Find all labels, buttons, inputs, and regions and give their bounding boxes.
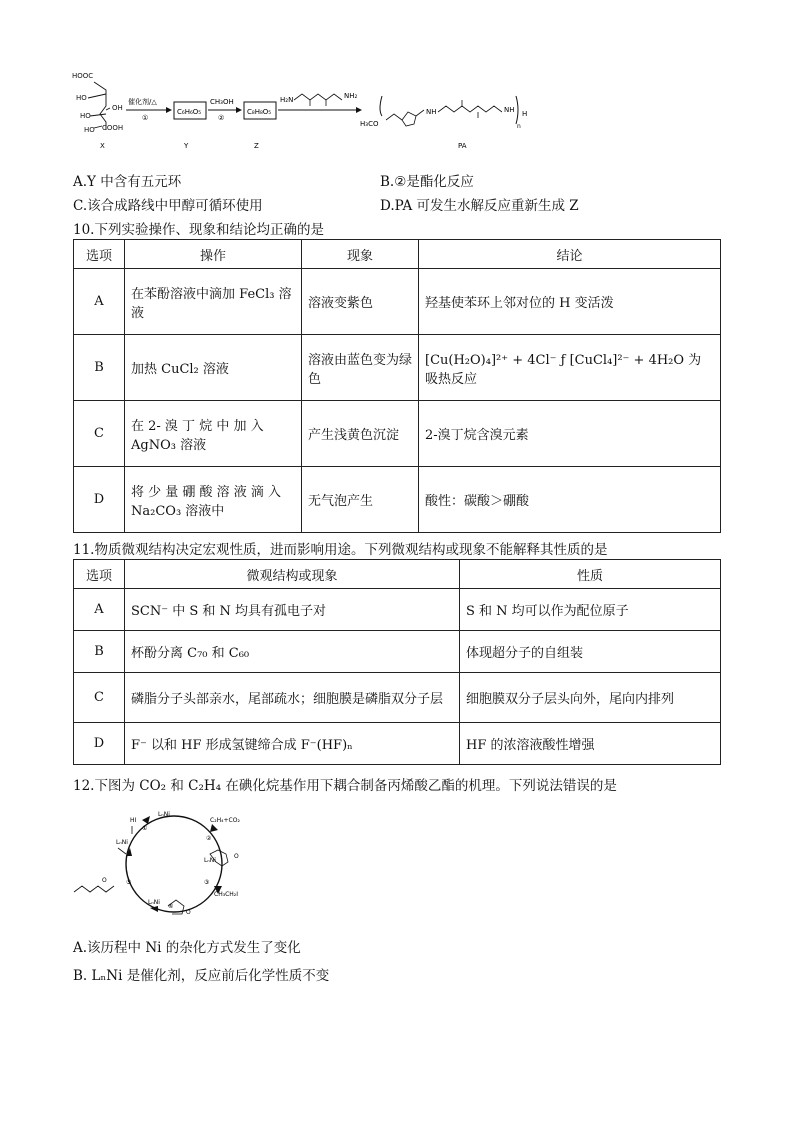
q11-table	[73, 559, 721, 765]
cycle-o3: O	[102, 877, 107, 884]
cycle-o1: O	[234, 853, 239, 860]
q10-header-phenomenon: 现象	[302, 240, 419, 269]
cycle-hi: HI	[130, 817, 137, 824]
q11-row-d-micro: F⁻ 以和 HF 形成氢键缔合成 F⁻(HF)ₙ	[125, 723, 460, 765]
q10-row-d-con: 酸性：碳酸＞硼酸	[419, 467, 721, 533]
cycle-ln-left: LₙNi	[116, 839, 128, 846]
q11-row-a-micro: SCN⁻ 中 S 和 N 均具有孤电子对	[125, 589, 460, 631]
q10-row-a-opt: A	[74, 269, 125, 335]
q10-row-c-con: 2-溴丁烷含溴元素	[419, 401, 721, 467]
q10-row-c-opt: C	[74, 401, 125, 467]
q10-row-d-opt: D	[74, 467, 125, 533]
q12-stem: 12.下图为 CO₂ 和 C₂H₄ 在碘化烷基作用下耦合制备丙烯酸乙酯的机理。下列说法错误的是	[73, 778, 617, 794]
label-y: Y	[184, 142, 189, 150]
q11-header-micro: 微观结构或现象	[125, 560, 460, 589]
arrow1-label: 催化剂/△	[128, 98, 157, 106]
q10-table	[73, 239, 721, 533]
table-row	[74, 467, 721, 533]
q10-row-b-con: [Cu(H₂O)₄]²⁺ + 4Cl⁻ ƒ [CuCl₄]²⁻ + 4H₂O 为吸热反应	[419, 335, 721, 401]
q10-row-b-op: 加热 CuCl₂ 溶液	[125, 335, 302, 401]
q11-row-a-prop: S 和 N 均可以作为配位原子	[460, 589, 721, 631]
q12-option-a: A.该历程中 Ni 的杂化方式发生了变化	[73, 940, 301, 956]
scheme-ho3: HO	[84, 126, 95, 134]
q10-row-c-ph: 产生浅黄色沉淀	[302, 401, 419, 467]
q9-option-b: B.②是酯化反应	[380, 174, 474, 190]
q11-header-property: 性质	[460, 560, 721, 589]
q11-row-d-opt: D	[74, 723, 125, 765]
q11-row-b-prop: 体现超分子的自组装	[460, 631, 721, 673]
q10-header-conclusion: 结论	[419, 240, 721, 269]
table-row	[74, 401, 721, 467]
cycle-o2: O	[186, 909, 191, 916]
box-y: C₆H₆O₅	[177, 108, 202, 116]
cycle-step2: ②	[206, 835, 212, 842]
table-row	[74, 723, 721, 765]
q11-row-c-micro: 磷脂分子头部亲水，尾部疏水；细胞膜是磷脂双分子层	[125, 673, 460, 723]
cycle-ch3ch2i: CH₃CH₂I	[214, 891, 238, 898]
pa-h3co: H₃CO	[360, 120, 379, 128]
scheme-ho2: HO	[80, 112, 91, 120]
table-row	[74, 673, 721, 723]
q9-option-a: A.Y 中含有五元环	[73, 174, 182, 190]
q9-option-c: C.该合成路线中甲醇可循环使用	[73, 198, 263, 214]
cycle-lnni-top: LₙNi	[158, 811, 170, 818]
scheme-ho1: HO	[76, 94, 87, 102]
q10-stem: 10.下列实验操作、现象和结论均正确的是	[73, 222, 324, 238]
table-row	[74, 631, 721, 673]
q10-header-option: 选项	[74, 240, 125, 269]
cycle-c2h4-co2: C₂H₄+CO₂	[210, 817, 240, 824]
q11-row-b-micro: 杯酚分离 C₇₀ 和 C₆₀	[125, 631, 460, 673]
synthesis-scheme	[70, 66, 540, 156]
q9-option-d: D.PA 可发生水解反应重新生成 Z	[380, 198, 579, 214]
q10-header-operation: 操作	[125, 240, 302, 269]
cycle-step3: ③	[204, 879, 210, 886]
arrow2-num: ②	[218, 114, 225, 122]
q11-row-c-prop: 细胞膜双分子层头向外，尾向内排列	[460, 673, 721, 723]
cycle-step4: ④	[168, 903, 174, 910]
table-row	[74, 335, 721, 401]
pa-end-nh: NH	[504, 106, 515, 114]
q11-header-option: 选项	[74, 560, 125, 589]
arrow3-h2n: H₂N	[280, 96, 294, 104]
q10-row-d-ph: 无气泡产生	[302, 467, 419, 533]
arrow1-num: ①	[142, 114, 149, 122]
q11-row-b-opt: B	[74, 631, 125, 673]
box-z: C₈H₈O₅	[247, 108, 272, 116]
scheme-oh: OH	[112, 104, 123, 112]
arrow3-nh2: NH₂	[344, 92, 358, 100]
q10-row-b-opt: B	[74, 335, 125, 401]
table-row	[74, 589, 721, 631]
pa-h: H	[522, 110, 528, 118]
label-x: X	[100, 142, 105, 150]
cycle-ln-right: LₙNi	[204, 857, 216, 864]
label-z: Z	[254, 142, 259, 150]
q12-option-b: B. LₙNi 是催化剂，反应前后化学性质不变	[73, 968, 330, 984]
pa-nh: NH	[426, 108, 437, 116]
q10-row-c-op: 在 2- 溴 丁 烷 中 加 入 AgNO₃ 溶液	[125, 401, 302, 467]
q10-row-b-ph: 溶液由蓝色变为绿色	[302, 335, 419, 401]
q10-row-a-ph: 溶液变紫色	[302, 269, 419, 335]
cycle-step1: ①	[142, 825, 148, 832]
catalytic-cycle-diagram	[72, 806, 252, 924]
q10-row-a-op: 在苯酚溶液中滴加 FeCl₃ 溶液	[125, 269, 302, 335]
cycle-step5: ⑤	[126, 879, 132, 886]
label-pa: PA	[458, 142, 467, 150]
q11-row-d-prop: HF 的浓溶液酸性增强	[460, 723, 721, 765]
q11-row-a-opt: A	[74, 589, 125, 631]
table-row	[74, 269, 721, 335]
q11-stem: 11.物质微观结构决定宏观性质，进而影响用途。下列微观结构或现象不能解释其性质的是	[73, 542, 608, 558]
scheme-cooh: COOH	[102, 124, 124, 132]
cycle-ln-bottom: LₙNi	[148, 899, 160, 906]
arrow2-label: CH₃OH	[210, 98, 234, 106]
scheme-hooc: HOOC	[72, 72, 94, 80]
pa-n: n	[517, 123, 521, 130]
q10-row-d-op: 将 少 量 硼 酸 溶 液 滴 入 Na₂CO₃ 溶液中	[125, 467, 302, 533]
q11-row-c-opt: C	[74, 673, 125, 723]
q10-row-a-con: 羟基使苯环上邻对位的 H 变活泼	[419, 269, 721, 335]
